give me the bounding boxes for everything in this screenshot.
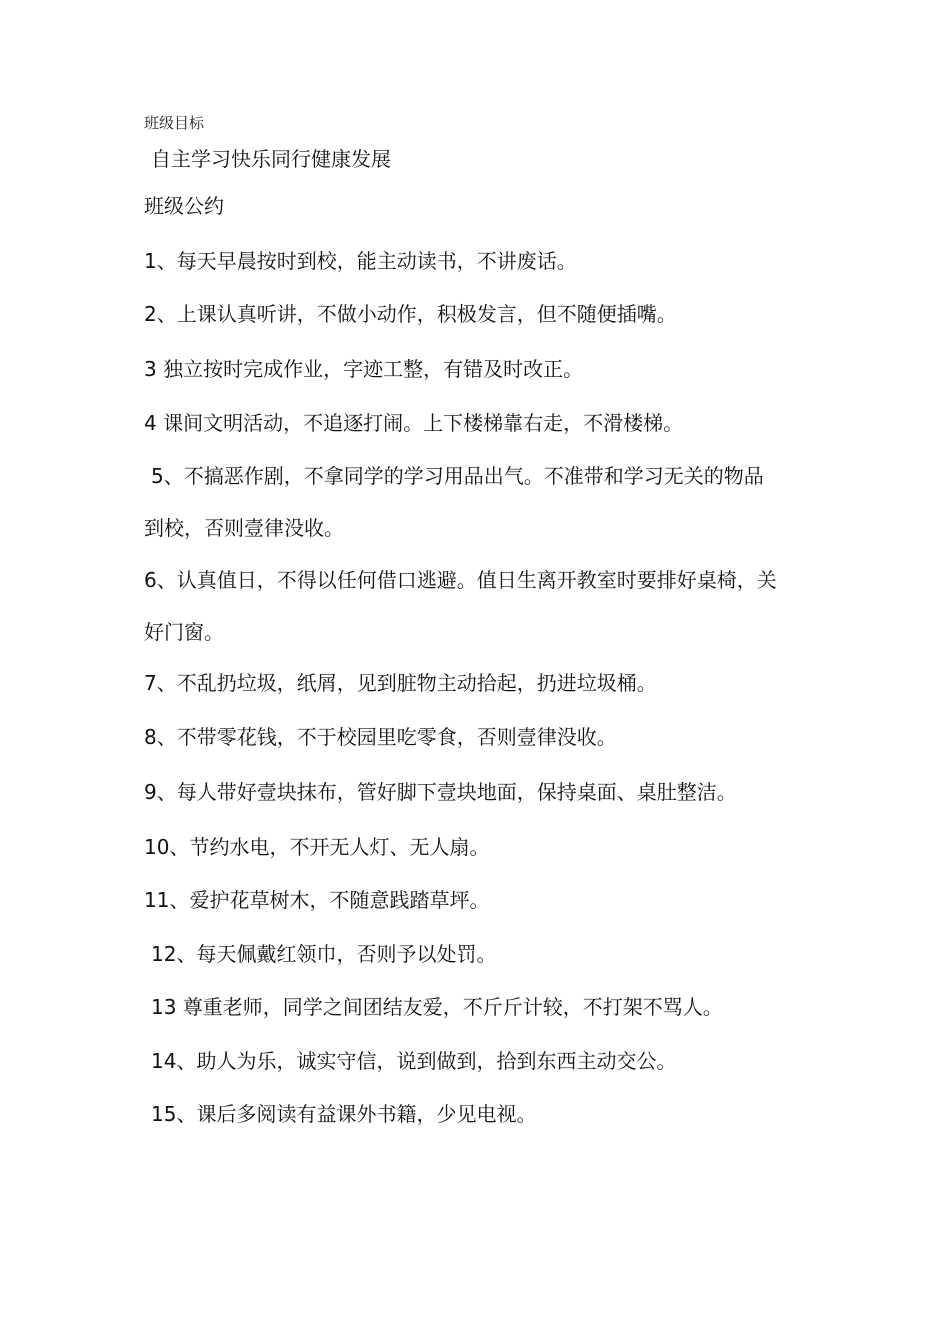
rule-line: 15、课后多阅读有益课外书籍，少见电视。 — [151, 1102, 537, 1126]
rule-line: 12、每天佩戴红领巾，否则予以处罚。 — [151, 942, 497, 966]
goal-label: 班级目标 — [144, 114, 205, 132]
rule-line: 8、不带零花钱，不于校园里吃零食，否则壹律没收。 — [144, 725, 617, 749]
rules-heading: 班级公约 — [144, 194, 224, 218]
rule-line: 3 独立按时完成作业，字迹工整，有错及时改正。 — [144, 357, 584, 381]
rule-line: 到校，否则壹律没收。 — [144, 516, 344, 540]
goal-text: 自主学习快乐同行健康发展 — [151, 147, 391, 171]
rule-line: 14、助人为乐，诚实守信，说到做到，拾到东西主动交公。 — [151, 1049, 677, 1073]
rule-line: 9、每人带好壹块抹布，管好脚下壹块地面，保持桌面、桌肚整洁。 — [144, 780, 737, 804]
rule-line: 好门窗。 — [144, 620, 224, 644]
rule-line: 7、不乱扔垃圾，纸屑，见到脏物主动拾起，扔进垃圾桶。 — [144, 671, 657, 695]
rule-line: 4 课间文明活动，不追逐打闹。上下楼梯靠右走，不滑楼梯。 — [144, 411, 684, 435]
rule-line: 11、爱护花草树木，不随意践踏草坪。 — [144, 888, 490, 912]
rule-line: 6、认真值日，不得以任何借口逃避。值日生离开教室时要排好桌椅，关 — [144, 568, 777, 592]
rule-line: 13 尊重老师，同学之间团结友爱，不斤斤计较，不打架不骂人。 — [151, 995, 723, 1019]
rule-line: 2、上课认真听讲，不做小动作，积极发言，但不随便插嘴。 — [144, 302, 677, 326]
rule-line: 10、节约水电，不开无人灯、无人扇。 — [144, 835, 490, 859]
rule-line: 1、每天早晨按时到校，能主动读书，不讲废话。 — [144, 249, 577, 273]
rule-line: 5、不搞恶作剧，不拿同学的学习用品出气。不准带和学习无关的物品 — [151, 464, 764, 488]
